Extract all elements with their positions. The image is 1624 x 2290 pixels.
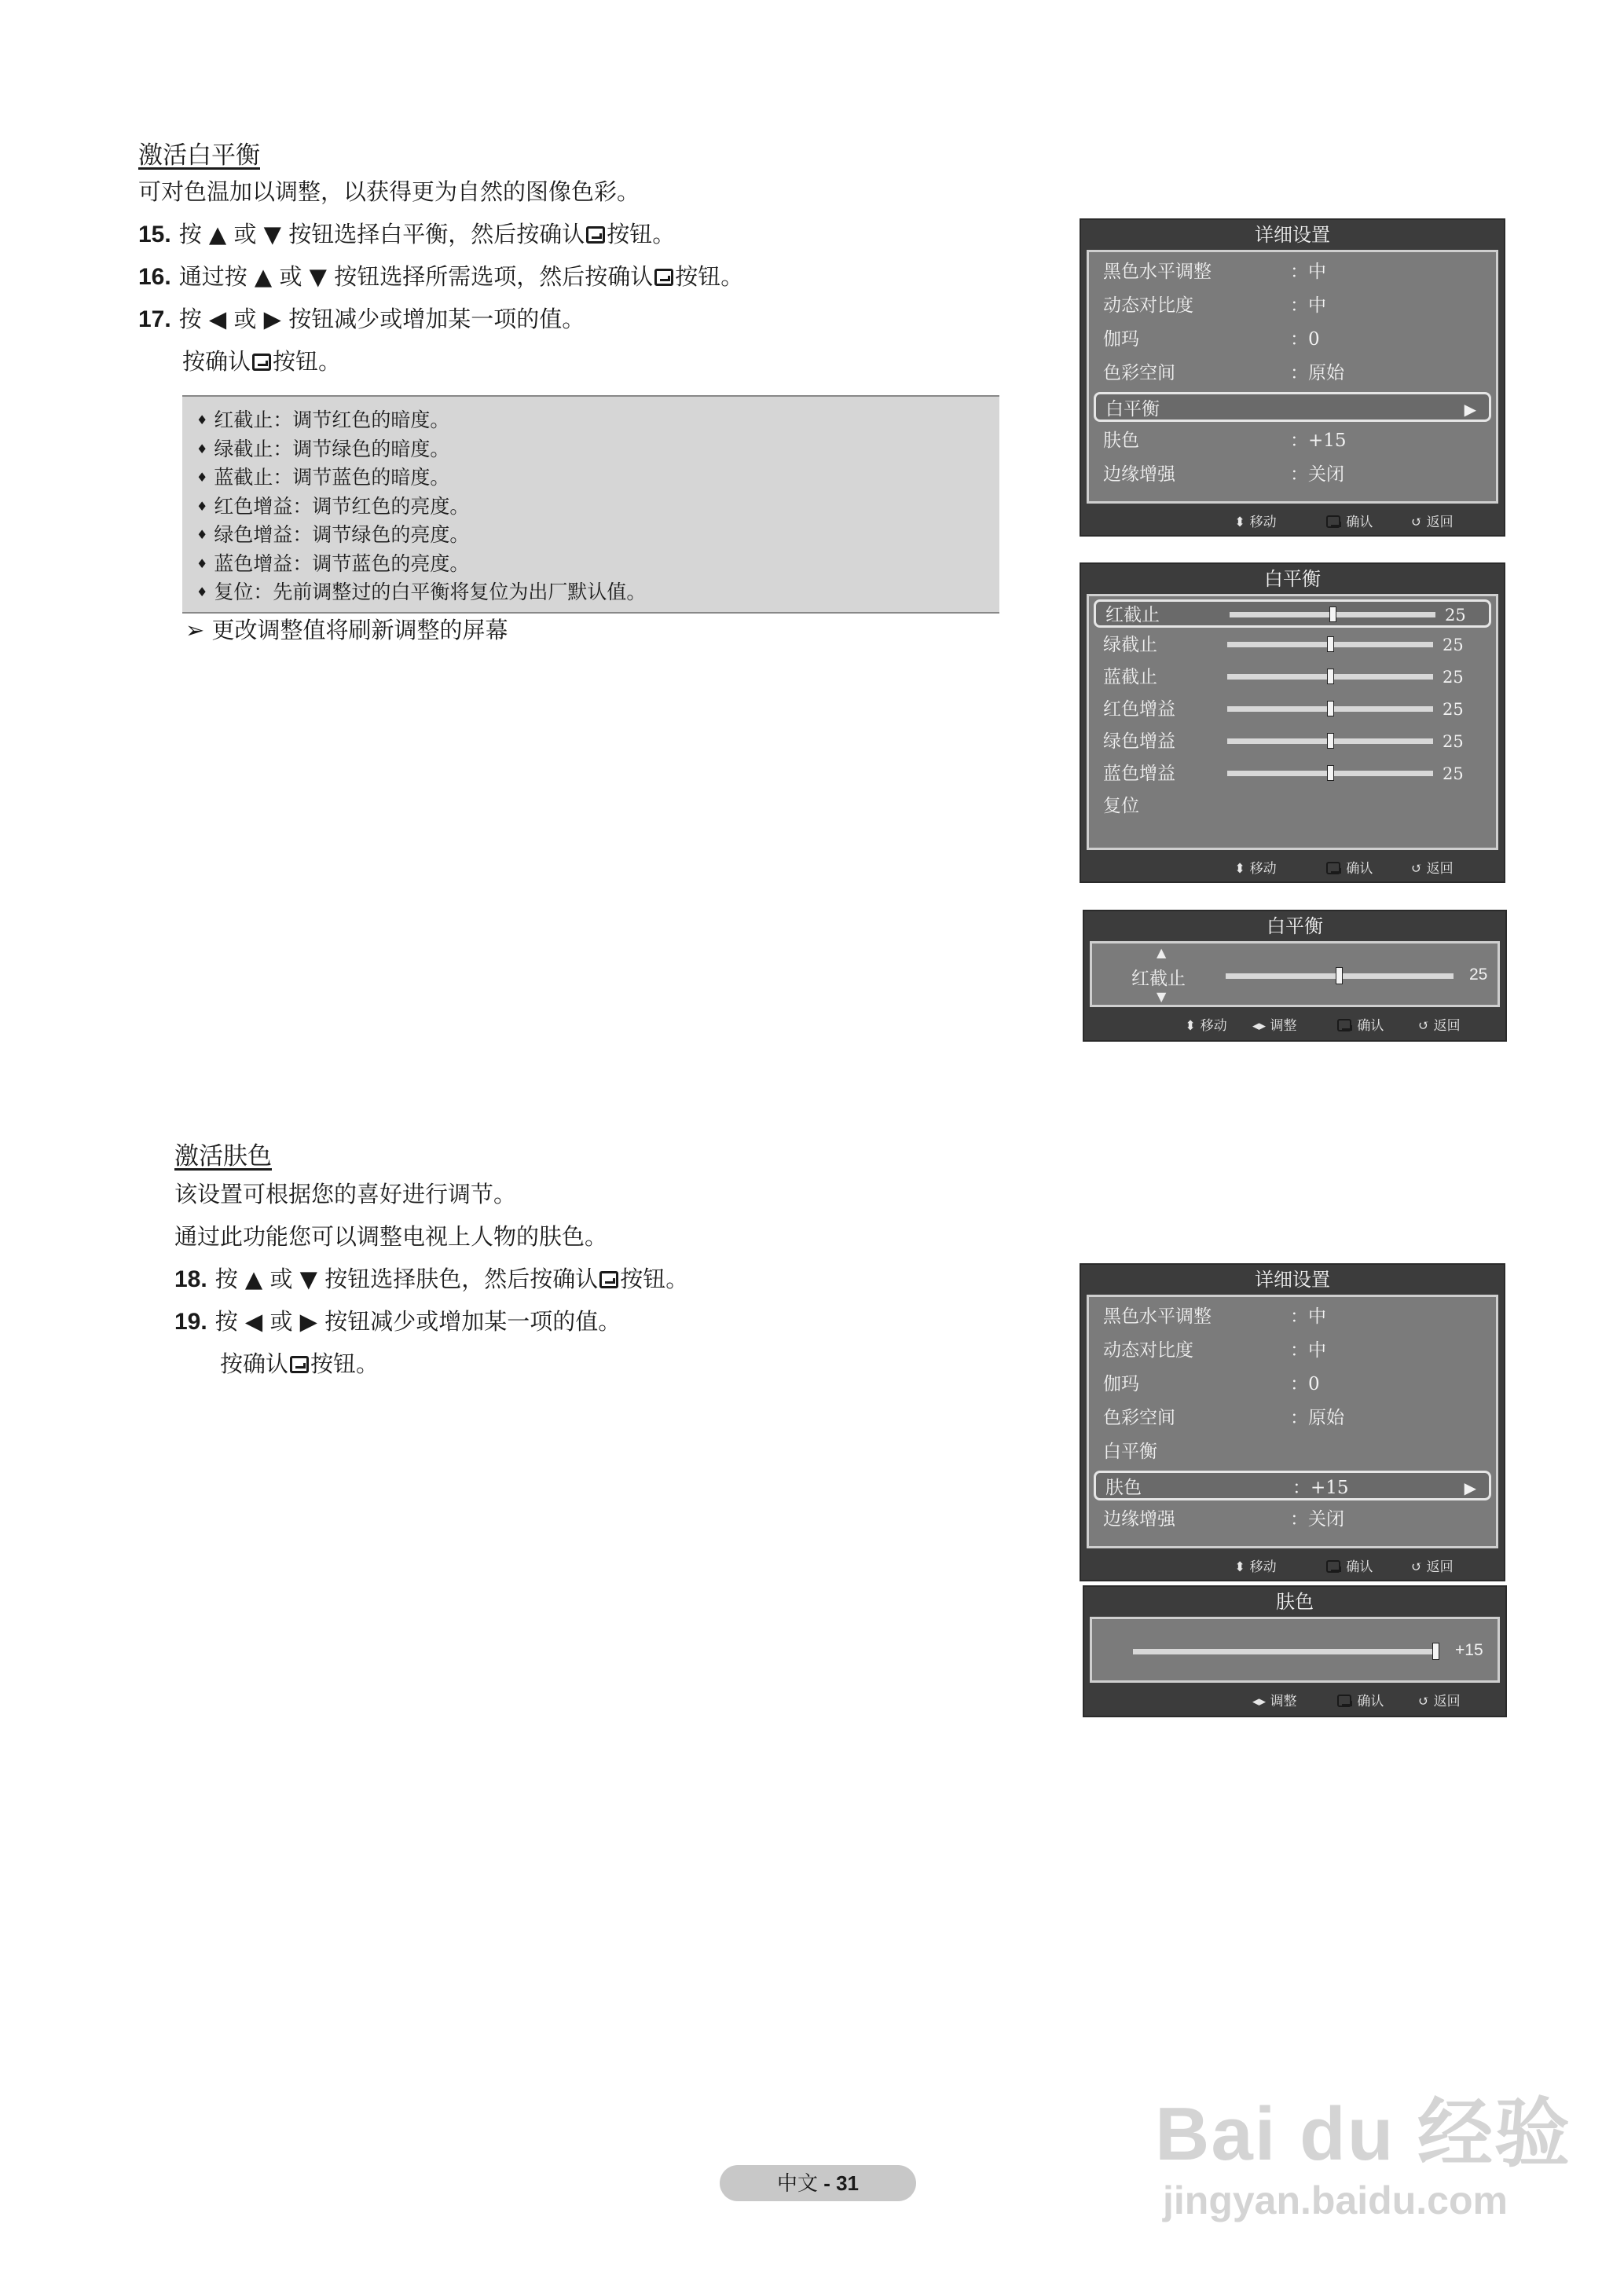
- return-hint-label: 返回: [1433, 1694, 1461, 1709]
- step-17-confirm: [182, 346, 341, 377]
- wb-item-label: 蓝截止: [1103, 667, 1157, 687]
- menu-item-label: 伽玛: [1103, 329, 1139, 350]
- notes-list: [196, 406, 985, 607]
- note-item: [196, 435, 985, 464]
- wb-item[interactable]: [1094, 728, 1491, 757]
- return-hint: [1418, 1690, 1461, 1709]
- slider-value: 25: [1445, 606, 1466, 625]
- step-16: [138, 261, 743, 293]
- menu-item-label: 白平衡: [1105, 399, 1160, 420]
- return-hint: [1411, 1555, 1454, 1575]
- note-item: [196, 406, 985, 435]
- slider-value: 25: [1443, 700, 1464, 719]
- bullet-icon: ♦: [196, 584, 208, 599]
- section2-intro1: 该设置可根据您的喜好进行调节。: [174, 1181, 517, 1207]
- menu-item-value: ：中: [1290, 1340, 1326, 1361]
- osd-title: 详细设置: [1255, 1269, 1330, 1291]
- note-item: [196, 578, 985, 607]
- menu-item-label: 边缘增强: [1103, 464, 1175, 485]
- slider-value: +15: [1455, 1641, 1483, 1659]
- step-text: 按确认: [220, 1350, 289, 1377]
- bullet-icon: ♦: [196, 412, 208, 427]
- menu-item-label: 肤色: [1103, 431, 1139, 451]
- osd-footer: [1081, 1548, 1504, 1578]
- wb-item[interactable]: [1094, 696, 1491, 724]
- step-text-end: 按钮。: [310, 1350, 379, 1377]
- osd-menu: [1087, 1295, 1498, 1548]
- menu-item[interactable]: [1094, 1403, 1491, 1433]
- wb-item[interactable]: [1094, 793, 1491, 821]
- wb-item-label: 绿截止: [1103, 635, 1157, 655]
- bullet-icon: ♦: [196, 555, 208, 571]
- menu-item-value: ：+15: [1290, 431, 1347, 451]
- wb-item[interactable]: [1094, 632, 1491, 660]
- menu-item[interactable]: [1094, 1302, 1491, 1332]
- slider-knob[interactable]: [1432, 1643, 1439, 1660]
- menu-item-label: 黑色水平调整: [1103, 262, 1212, 282]
- step-17: [138, 303, 585, 335]
- slider[interactable]: [1226, 961, 1454, 992]
- slider-value: 25: [1443, 668, 1464, 687]
- enter-hint: [1325, 511, 1373, 530]
- page-number: [720, 2165, 916, 2201]
- note-text: 蓝色增益：调节蓝色的亮度。: [214, 551, 470, 575]
- step-text: 按 ◀ 或 ▶ 按钮减少或增加某一项的值。: [178, 306, 585, 332]
- note-text: 绿截止：调节绿色的暗度。: [214, 437, 450, 460]
- menu-item-value: ：原始: [1290, 1408, 1344, 1428]
- osd-detail-settings-1: [1080, 218, 1505, 537]
- step-number: 15.: [138, 222, 171, 247]
- menu-item[interactable]: [1094, 358, 1491, 388]
- step-text: 按 ▲ 或 ▼ 按钮选择肤色，然后按确认: [214, 1266, 599, 1292]
- step-number: 17.: [138, 306, 171, 332]
- osd-menu: [1087, 250, 1498, 504]
- menu-item-label: 伽玛: [1103, 1374, 1139, 1394]
- menu-item-value: ：0: [1290, 329, 1320, 350]
- enter-icon: [1337, 1695, 1351, 1707]
- step-text: 按确认: [182, 348, 251, 375]
- enter-icon: [1326, 515, 1340, 528]
- up-arrow-icon: ▲: [1157, 945, 1167, 960]
- osd-title: 白平衡: [1267, 915, 1323, 937]
- menu-item[interactable]: [1094, 1471, 1491, 1500]
- note-item: [196, 463, 985, 493]
- slider-value: 25: [1443, 732, 1464, 751]
- note-text: 红截止：调节红色的暗度。: [214, 409, 450, 431]
- enter-icon: [1326, 1560, 1340, 1573]
- step-15: [138, 218, 675, 251]
- enter-hint-label: 确认: [1346, 1559, 1373, 1575]
- step-text-end: 按钮。: [620, 1266, 689, 1292]
- slider-knob[interactable]: [1327, 733, 1334, 749]
- step-text-end: 按钮。: [675, 263, 744, 290]
- enter-icon: [1337, 1019, 1351, 1031]
- menu-item[interactable]: [1094, 460, 1491, 489]
- step-19: [174, 1306, 621, 1338]
- osd-footer: [1081, 850, 1504, 880]
- step-number: 18.: [174, 1266, 207, 1292]
- submenu-arrow-icon: ▶: [1464, 400, 1476, 419]
- section1-intro: 可对色温加以调整，以获得更为自然的图像色彩。: [138, 178, 640, 205]
- menu-item-value: ：原始: [1290, 363, 1344, 383]
- enter-hint: [1336, 1014, 1384, 1034]
- slider-label: 红截止: [1131, 969, 1186, 989]
- watermark-logo: Bai du 经验: [1155, 2092, 1572, 2176]
- menu-item-value: ：0: [1290, 1374, 1320, 1394]
- return-hint: [1411, 511, 1454, 530]
- menu-item[interactable]: [1094, 1369, 1491, 1399]
- enter-icon: [252, 354, 271, 371]
- return-icon: ↺: [1418, 1694, 1430, 1709]
- menu-item-value: ：+15: [1292, 1478, 1349, 1498]
- enter-hint-label: 确认: [1357, 1018, 1384, 1034]
- enter-icon: [599, 1271, 618, 1288]
- enter-icon: [586, 226, 605, 244]
- return-hint-label: 返回: [1433, 1018, 1461, 1034]
- menu-item[interactable]: [1094, 1336, 1491, 1365]
- section2-intro2: 通过此功能您可以调整电视上人物的肤色。: [174, 1223, 608, 1250]
- step-text: 按 ◀ 或 ▶ 按钮减少或增加某一项的值。: [214, 1308, 621, 1335]
- wb-item-label: 蓝色增益: [1103, 764, 1175, 784]
- note-item: [196, 493, 985, 522]
- return-hint-label: 返回: [1426, 515, 1454, 530]
- menu-item[interactable]: [1094, 257, 1491, 287]
- submenu-arrow-icon: ▶: [1464, 1478, 1476, 1497]
- return-icon: ↺: [1418, 1018, 1430, 1034]
- slider-value: 25: [1469, 965, 1488, 984]
- step-number: 19.: [174, 1309, 207, 1335]
- note-text: 复位：先前调整过的白平衡将复位为出厂默认值。: [214, 581, 647, 603]
- osd-slider-area: [1090, 941, 1500, 1007]
- menu-item[interactable]: [1094, 392, 1491, 422]
- watermark-url: jingyan.baidu.com: [1163, 2178, 1508, 2222]
- slider-knob[interactable]: [1327, 701, 1334, 716]
- enter-hint-label: 确认: [1346, 861, 1373, 877]
- step-19-confirm: [220, 1348, 379, 1379]
- osd-footer: [1084, 1683, 1505, 1713]
- return-hint: [1411, 857, 1454, 877]
- slider-knob[interactable]: [1329, 606, 1336, 622]
- return-hint-label: 返回: [1426, 1559, 1454, 1575]
- menu-item-value: ：中: [1290, 1306, 1326, 1327]
- osd-title: 白平衡: [1264, 568, 1321, 590]
- menu-item-value: ：关闭: [1290, 1509, 1344, 1530]
- section2-title: 激活肤色: [174, 1142, 272, 1171]
- menu-item-value: ：关闭: [1290, 464, 1344, 485]
- note-text: 绿色增益：调节绿色的亮度。: [214, 523, 470, 546]
- menu-item-value: ：中: [1290, 295, 1326, 316]
- return-icon: ↺: [1411, 861, 1423, 877]
- enter-hint: [1325, 857, 1373, 877]
- step-number: 16.: [138, 264, 171, 290]
- slider-knob[interactable]: [1336, 967, 1343, 984]
- return-hint: [1418, 1014, 1461, 1034]
- return-icon: ↺: [1411, 1559, 1423, 1575]
- menu-item-label: 动态对比度: [1103, 1340, 1193, 1361]
- note-text: 蓝截止：调节蓝色的暗度。: [214, 466, 450, 489]
- wb-item[interactable]: [1094, 664, 1491, 692]
- adjust-hint: ◂▸ 调整: [1252, 1018, 1297, 1034]
- menu-item-label: 黑色水平调整: [1103, 1306, 1212, 1327]
- osd-white-balance-slider: [1083, 910, 1507, 1042]
- enter-icon: [290, 1356, 309, 1373]
- enter-hint-label: 确认: [1346, 515, 1373, 530]
- slider-value: 25: [1443, 764, 1464, 783]
- note-item: [196, 521, 985, 550]
- slider[interactable]: [1133, 1636, 1439, 1668]
- move-hint: ⬍ 移动: [1234, 1559, 1277, 1575]
- enter-hint: [1325, 1555, 1373, 1575]
- step-text-end: 按钮。: [607, 221, 676, 247]
- slider-track: [1133, 1649, 1439, 1654]
- menu-item[interactable]: [1094, 1437, 1491, 1467]
- slider-knob[interactable]: [1327, 636, 1334, 652]
- osd-white-balance: [1080, 562, 1505, 883]
- enter-hint: [1336, 1690, 1384, 1709]
- menu-item-label: 白平衡: [1103, 1442, 1157, 1462]
- return-icon: ↺: [1411, 515, 1423, 530]
- osd-footer: [1084, 1007, 1505, 1037]
- wb-item-label: 绿色增益: [1103, 731, 1175, 752]
- menu-item[interactable]: [1094, 1504, 1491, 1534]
- menu-item[interactable]: [1094, 324, 1491, 354]
- adjust-hint: ◂▸ 调整: [1252, 1694, 1297, 1709]
- down-arrow-icon: ▼: [1157, 989, 1167, 1004]
- menu-item[interactable]: [1094, 291, 1491, 321]
- wb-item-label: 复位: [1103, 796, 1139, 816]
- bullet-icon: ♦: [196, 470, 208, 485]
- move-hint: ⬍ 移动: [1234, 515, 1277, 530]
- note-item: [196, 550, 985, 579]
- tip-text: ➢ 更改调整值将刷新调整的屏幕: [185, 617, 508, 643]
- wb-item[interactable]: [1094, 599, 1491, 628]
- osd-detail-settings-2: [1080, 1263, 1505, 1581]
- wb-item-label: 红截止: [1105, 605, 1160, 625]
- page-num: 31: [836, 2171, 860, 2195]
- osd-footer: [1081, 504, 1504, 533]
- menu-item-label: 色彩空间: [1103, 363, 1175, 383]
- step-text: 通过按 ▲ 或 ▼ 按钮选择所需选项，然后按确认: [178, 263, 654, 290]
- move-hint: ⬍ 移动: [1234, 861, 1277, 877]
- enter-icon: [654, 269, 673, 286]
- slider-knob[interactable]: [1327, 669, 1334, 684]
- osd-menu: [1087, 594, 1498, 850]
- move-hint: ⬍ 移动: [1185, 1018, 1227, 1034]
- bullet-icon: ♦: [196, 527, 208, 542]
- step-text: 按 ▲ 或 ▼ 按钮选择白平衡，然后按确认: [178, 221, 585, 247]
- wb-item-label: 红色增益: [1103, 699, 1175, 720]
- step-18: [174, 1263, 688, 1295]
- page-lang: 中文: [776, 2172, 818, 2196]
- note-text: 红色增益：调节红色的亮度。: [214, 494, 470, 518]
- slider-knob[interactable]: [1327, 765, 1334, 781]
- slider-value: 25: [1443, 636, 1464, 654]
- note-box: [182, 395, 999, 614]
- bullet-icon: ♦: [196, 498, 208, 514]
- wb-item[interactable]: [1094, 760, 1491, 789]
- menu-item-label: 动态对比度: [1103, 295, 1193, 316]
- menu-item-value: ：中: [1290, 262, 1326, 282]
- osd-title: 肤色: [1276, 1591, 1314, 1613]
- section1-title: 激活白平衡: [138, 141, 260, 170]
- return-hint-label: 返回: [1426, 861, 1454, 877]
- osd-slider-area: [1090, 1617, 1500, 1683]
- enter-hint-label: 确认: [1357, 1694, 1384, 1709]
- page-sep: -: [817, 2171, 837, 2195]
- step-text-end: 按钮。: [273, 348, 342, 375]
- menu-item-label: 边缘增强: [1103, 1509, 1175, 1530]
- bullet-icon: ♦: [196, 441, 208, 456]
- enter-icon: [1326, 862, 1340, 874]
- menu-item-label: 肤色: [1105, 1478, 1142, 1498]
- osd-title: 详细设置: [1255, 224, 1330, 246]
- menu-item-label: 色彩空间: [1103, 1408, 1175, 1428]
- menu-item[interactable]: [1094, 426, 1491, 456]
- osd-skin-tone: [1083, 1585, 1507, 1717]
